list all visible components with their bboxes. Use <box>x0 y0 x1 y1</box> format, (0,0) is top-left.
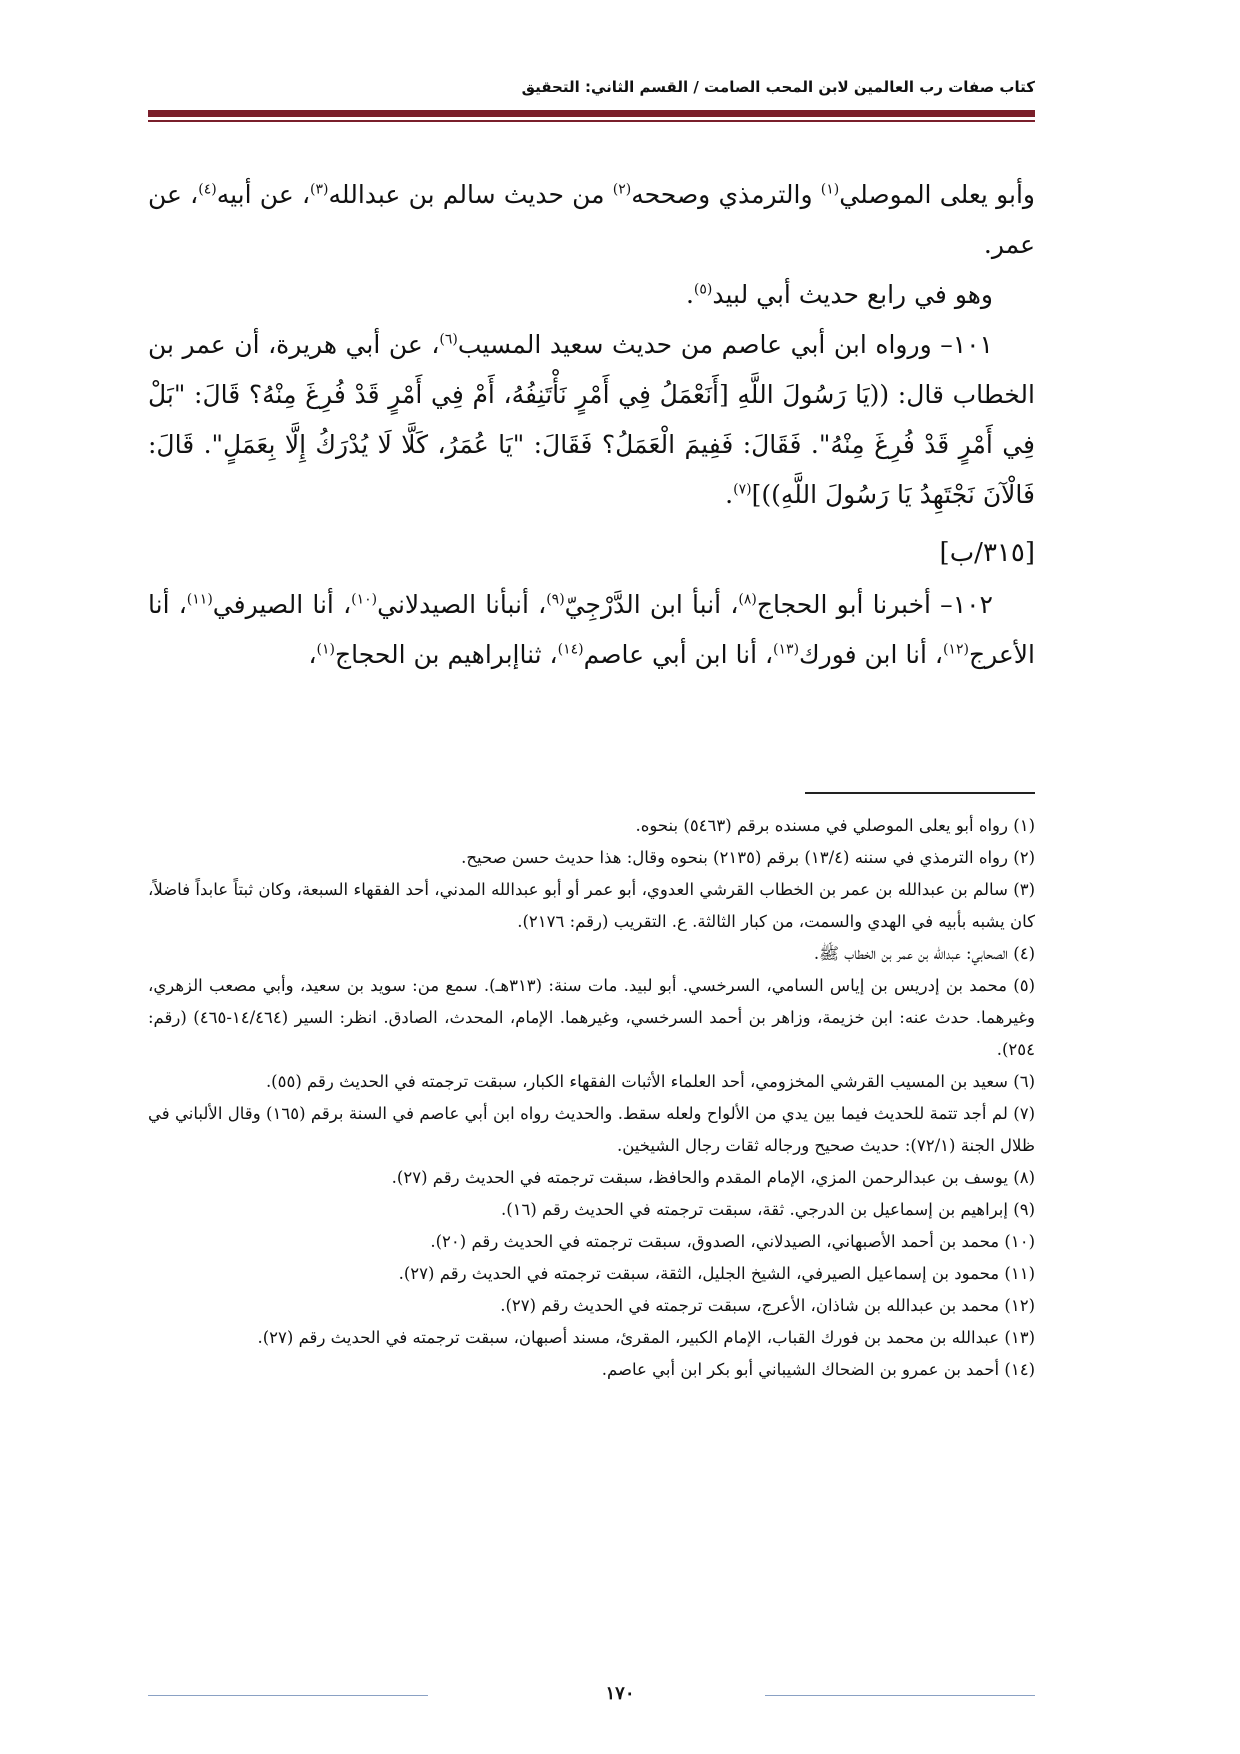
header-rule-thick <box>148 110 1035 117</box>
text-run: . <box>725 480 734 509</box>
footnote-text: محمد بن عبدالله بن شاذان، الأعرج، سبقت ترجمته في الحديث رقم (٢٧). <box>500 1296 1000 1315</box>
footnote-ref[interactable]: (١٠) <box>351 591 378 608</box>
footnote <box>148 938 1035 970</box>
paragraph-1 <box>148 170 1035 270</box>
text-run: ١٠٢– أخبرنا أبو الحجاج <box>756 590 993 619</box>
footnote-text: سعيد بن المسيب القرشي المخزومي، أحد العلماء الأثبات الفقهاء الكبار، سبقت ترجمته في الحديث رقم (٥٥). <box>265 1072 1008 1091</box>
page-number: ١٧٠ <box>605 1683 635 1704</box>
text-run: . <box>685 280 694 309</box>
footnote-text: يوسف بن عبدالرحمن المزي، الإمام المقدم والحافظ، سبقت ترجمته في الحديث رقم (٢٧). <box>391 1168 1008 1187</box>
text-run: ، أنا ابن فورك <box>799 640 943 669</box>
footnote-text: أحمد بن عمرو بن الضحاك الشيباني أبو بكر ابن أبي عاصم. <box>601 1360 1000 1379</box>
footer-line-right <box>765 1695 1035 1696</box>
footnote-ref[interactable]: (١٢) <box>942 641 969 658</box>
text-run: ، عن أبيه <box>216 180 311 209</box>
footnote-text: لم أجد تتمة للحديث فيما بين يدي من الألواح ولعله سقط. والحديث رواه ابن أبي عاصم في السنة برقم (١٦٥) وقال الألباني في ظلال الجنة (٧٢/١): حديث صحيح ورجاله ثقات رجال الشيخين. <box>148 1104 1035 1155</box>
text-run: من حديث سالم بن عبدالله <box>328 180 613 209</box>
footnote-separator <box>805 792 1035 794</box>
footnote-ref[interactable]: (١١) <box>186 591 213 608</box>
footnote-text: رواه أبو يعلى الموصلي في مسنده برقم (٥٤٦٣) بنحوه. <box>635 816 1008 835</box>
footer-line-left <box>148 1695 428 1696</box>
footnote <box>148 1098 1035 1162</box>
footnote-text: الصحابي: عبدالله بن عمر بن الخطاب ﷺ. <box>813 944 1008 963</box>
text-run: ، أنا ابن أبي عاصم <box>583 640 774 669</box>
paragraph-hadith-101 <box>148 320 1035 520</box>
footnote-text: إبراهيم بن إسماعيل بن الدرجي. ثقة، سبقت ترجمته في الحديث رقم (١٦). <box>500 1200 1008 1219</box>
running-header: كتاب صفات رب العالمين لابن المحب الصامت / القسم الثاني: التحقيق <box>521 78 1035 96</box>
footnote-ref[interactable]: (٩) <box>546 591 565 608</box>
footnote <box>148 874 1035 938</box>
footnote-text: رواه الترمذي في سننه (١٣/٤) برقم (٢١٣٥) بنحوه وقال: هذا حديث حسن صحيح. <box>461 848 1008 867</box>
paragraph-2 <box>148 270 1035 320</box>
main-text <box>148 170 1035 680</box>
footnote-number: (١٢) <box>1004 1296 1035 1315</box>
footnote-ref[interactable]: (٧) <box>733 481 752 498</box>
footnote <box>148 1194 1035 1226</box>
header-rule-thin <box>148 120 1035 122</box>
footnote <box>148 1322 1035 1354</box>
footnote-ref[interactable]: (١) <box>820 181 840 198</box>
footnote-text: محمد بن إدريس بن إياس السامي، السرخسي. أبو لبيد. مات سنة: (٣١٣هـ). سمع من: سويد بن سعيد، وأبي مصعب الزهري، وغيرهما. حدث عنه: ابن خزيمة، وزاهر بن أحمد السرخسي، وغيرهما. الإمام، المحدث، الصادق. انظر: السير (١٤/٤٦٤-٤٦٥) (رقم: ٢٥٤). <box>148 976 1035 1059</box>
footnote <box>148 842 1035 874</box>
footnote-ref[interactable]: (١) <box>316 641 335 658</box>
footnote-number: (٣) <box>1013 880 1035 899</box>
text-run: وهو في رابع حديث أبي لبيد <box>712 280 993 309</box>
footnote <box>148 970 1035 1066</box>
text-run: وأبو يعلى الموصلي <box>839 180 1035 209</box>
text-run: ، ثناإبراهيم بن الحجاج <box>334 640 558 669</box>
text-run: ، عن أبي هريرة، أن عمر بن الخطاب قال: ((يَا رَسُولَ اللَّهِ [أَنَعْمَلُ فِي أَمْرٍ نَأْتَنِفُهُ، أَمْ فِي أَمْرٍ قَدْ فُرِغَ مِنْهُ؟ قَالَ: "بَلْ فِي أَمْرٍ قَدْ فُرِغَ مِنْهُ". فَقَالَ: فَفِيمَ الْعَمَلُ؟ فَقَالَ: "يَا عُمَرُ، كَلَّا لَا يُدْرَكُ إِلَّا بِعَمَلٍ". قَالَ: فَالْآنَ نَجْتَهِدُ يَا رَسُولَ اللَّهِ))] <box>148 330 1035 509</box>
text-run: ، أنبأ ابن الدَّرْجِيّ <box>564 590 739 619</box>
footnotes-list <box>148 810 1035 1386</box>
footnote-number: (٧) <box>1013 1104 1035 1123</box>
footnote <box>148 1258 1035 1290</box>
footnote-text: عبدالله بن محمد بن فورك القباب، الإمام الكبير، المقرئ، مسند أصبهان، سبقت ترجمته في الحديث رقم (٢٧). <box>257 1328 1000 1347</box>
footnote-ref[interactable]: (٨) <box>738 591 757 608</box>
footnote-ref[interactable]: (١٤) <box>557 641 584 658</box>
footnote <box>148 1226 1035 1258</box>
footnote-ref[interactable]: (٥) <box>693 281 713 298</box>
footnote-number: (١٠) <box>1004 1232 1035 1251</box>
footnote <box>148 810 1035 842</box>
manuscript-folio-marker: [٣١٥/ب] <box>939 538 1035 568</box>
footnote-ref[interactable]: (٤) <box>198 181 217 198</box>
footnote-number: (٨) <box>1013 1168 1035 1187</box>
footnote-number: (٢) <box>1013 848 1035 867</box>
footnote-ref[interactable]: (٣) <box>310 181 329 198</box>
footnote-number: (١١) <box>1004 1264 1035 1283</box>
footnote-number: (٩) <box>1013 1200 1035 1219</box>
footnote-number: (٥) <box>1013 976 1035 995</box>
footnote-number: (٦) <box>1013 1072 1035 1091</box>
footnote <box>148 1354 1035 1386</box>
paragraph-hadith-102 <box>148 580 1035 680</box>
text-run: ، <box>308 640 317 669</box>
footnote-number: (١٤) <box>1004 1360 1035 1379</box>
footnote-text: محمود بن إسماعيل الصيرفي، الشيخ الجليل، الثقة، سبقت ترجمته في الحديث رقم (٢٧). <box>398 1264 1000 1283</box>
footnote-ref[interactable]: (٦) <box>439 331 458 348</box>
text-run: ، أنبأنا الصيدلاني <box>377 590 547 619</box>
footnote-ref[interactable]: (٢) <box>612 181 632 198</box>
footnote <box>148 1066 1035 1098</box>
footnote <box>148 1162 1035 1194</box>
footnote-number: (١٣) <box>1004 1328 1035 1347</box>
footnote-number: (١) <box>1013 816 1035 835</box>
text-run: ، أنا الأعرج <box>148 590 1035 669</box>
footnote-ref[interactable]: (١٣) <box>773 641 800 658</box>
text-run: ، عن عمر. <box>148 180 1035 259</box>
footnote-text: محمد بن أحمد الأصبهاني، الصيدلاني، الصدوق، سبقت ترجمته في الحديث رقم (٢٠). <box>430 1232 1000 1251</box>
footnote-text: سالم بن عبدالله بن عمر بن الخطاب القرشي العدوي، أبو عمر أو أبو عبدالله المدني، أحد الفقهاء السبعة، وكان ثبتاً عابداً فاضلاً، كان يشبه بأبيه في الهدي والسمت، من كبار الثالثة. ع. التقريب (رقم: ٢١٧٦). <box>148 880 1035 931</box>
footnote-number: (٤) <box>1013 944 1035 963</box>
footnote <box>148 1290 1035 1322</box>
text-run: والترمذي وصححه <box>631 180 821 209</box>
text-run: ، أنا الصيرفي <box>212 590 352 619</box>
text-run: ١٠١– ورواه ابن أبي عاصم من حديث سعيد المسيب <box>457 330 993 359</box>
